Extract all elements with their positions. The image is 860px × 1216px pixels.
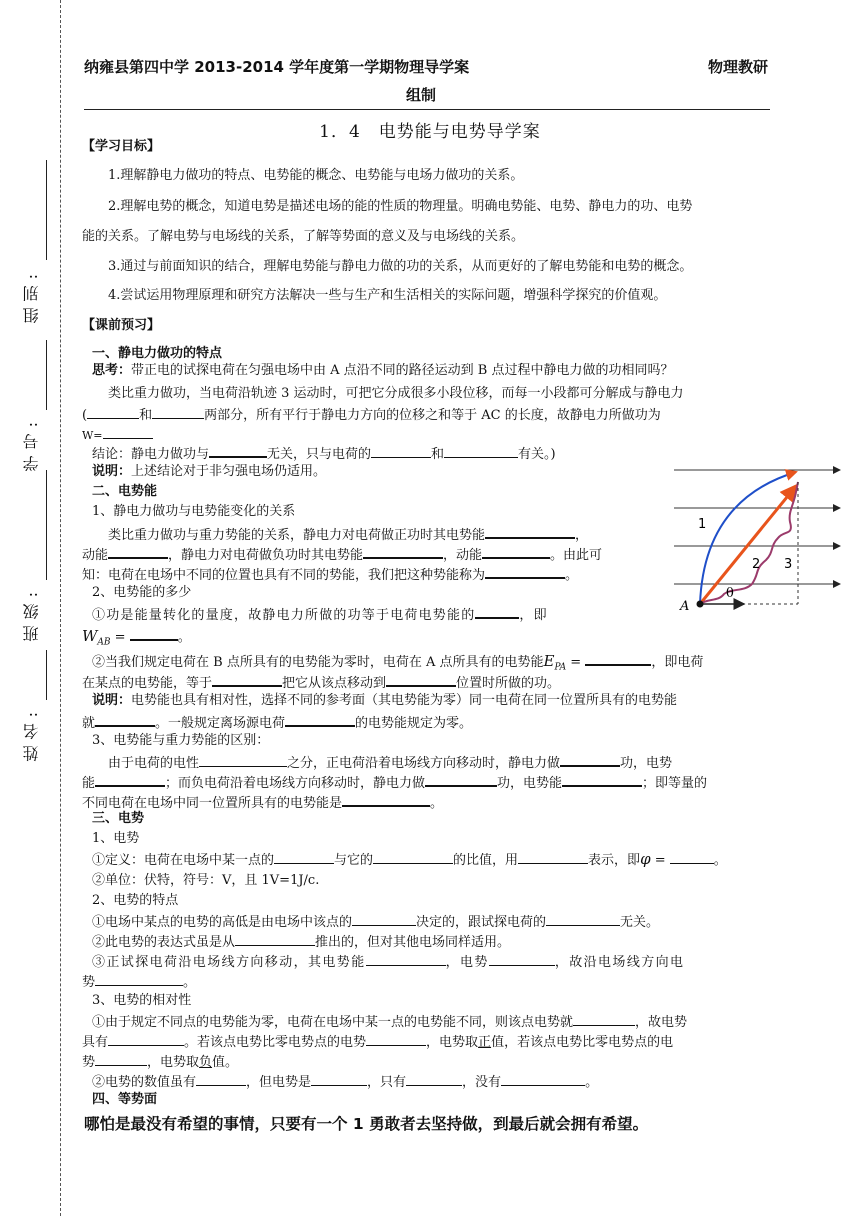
blank-line[interactable] [95,1051,147,1066]
number-blank-line [46,340,47,410]
note-line: 说明：上述结论对于非匀强电场仍适用。 [92,464,327,479]
subsection-title: 3、电势能与重力势能的区别： [92,733,270,748]
section-1-title: 一、静电力做功的特点 [92,346,223,361]
subsection-title: 1、静电力做功与电势能变化的关系 [92,504,296,519]
goal-1: 1.理解静电力做功的特点、电势能的概念、电势能与电场力做功的关系。 [108,168,524,183]
blank-line[interactable] [406,1071,462,1086]
header-rule [84,109,770,110]
blank-line[interactable] [235,931,315,946]
dept-name-cont: 组制 [406,86,437,104]
goal-3: 3.通过与前面知识的结合，理解电势能与静电力做的功的关系，从而更好的了解电势能和电势的概念。 [108,259,693,274]
text-line: 不同电荷在电场中同一位置所具有的电势能是 。 [82,791,443,814]
blank-line[interactable] [311,1071,367,1086]
blank-line[interactable] [352,911,416,926]
text-line: 动能 ，静电力对电荷做负功时其电势能 ，动能 。由此可 [82,543,602,566]
text-line: ②当我们规定电荷在 B 点所具有的电势能为零时，电荷在 A 点所具有的电势能$E_{PA}$ = ，即电荷 [92,652,704,673]
blank-line[interactable] [562,771,642,787]
point-a [697,601,704,608]
blank-line[interactable] [130,625,178,641]
text-line: 能 ；而负电荷沿着电场线方向移动时，静电力做 功，电势能 ；即等量的 [82,771,707,794]
section-2-title: 二、电势能 [92,484,158,499]
blank-line[interactable] [485,563,565,579]
blank-line[interactable] [444,443,518,458]
text-line: $W_{AB}$ = 。 [82,627,191,648]
blank-line[interactable] [670,849,714,864]
document-header [84,56,774,77]
blank-line[interactable] [366,1031,426,1046]
blank-line[interactable] [212,671,282,687]
blank-line[interactable] [546,911,620,926]
blank-line[interactable] [501,1071,585,1086]
label-2: 2 [752,557,761,572]
goal-2-cont: 能的关系。了解电势与电场线的关系，了解等势面的意义及与电场线的关系。 [82,229,525,244]
blank-line[interactable] [560,751,620,767]
blank-line[interactable] [585,650,651,666]
text-line: 势 。 [82,971,196,993]
name-label: 姓名: [22,706,41,762]
text-line: 类比重力做功与重力势能的关系，静电力对电荷做正功时其电势能 ， [108,523,588,546]
blank-line[interactable] [373,849,453,864]
text-line: 势 ，电势取负值。 [82,1051,238,1073]
blank-line[interactable] [95,711,155,727]
motto: 哪怕是最没有希望的事情，只要有一个 1 勇敢者去坚持做，到最后就会拥有希望。 [84,1115,649,1133]
blank-line[interactable] [489,951,555,966]
blank-line[interactable] [199,752,287,767]
text-line: W= [82,424,153,446]
label-a: A [680,599,690,614]
blank-line[interactable] [482,543,550,559]
text-line: ③正试探电荷沿电场线方向移动，其电势能 ，电势 ，故沿电场线方向电 [92,951,684,973]
class-label: 班级: [22,586,41,642]
blank-line[interactable] [95,771,165,787]
page-title: 1．4 电势能与电势导学案 [319,122,541,142]
text-line: 结论：静电力做功与 无关，只与电荷的 和 有关。) [92,442,556,465]
subsection-title: 2、电势能的多少 [92,585,192,600]
school-title: 纳雍县第四中学 2013-2014 学年度第一学期物理导学案 [84,58,470,76]
preview-heading: 【课前预习】 [82,318,161,333]
subsection-title: 3、电势的相对性 [92,993,192,1008]
blank-line[interactable] [518,849,588,864]
blank-line[interactable] [95,971,183,986]
binding-dashed-line [60,0,61,1216]
goal-2: 2.理解电势的概念，知道电势是描述电场的能的性质的物理量。明确电势能、电势、静电力的功、电势 [108,199,693,214]
group-blank-line [46,160,47,260]
blank-line[interactable] [108,1031,184,1046]
blank-line[interactable] [274,849,334,864]
text-line: 在某点的电势能，等于 把它从该点移动到 位置时所做的功。 [82,671,560,694]
blank-line[interactable] [209,442,267,458]
text-line: ①由于规定不同点的电势能为零，电荷在电场中某一点的电势能不同，则该点电势就 ，故电势 [92,1011,687,1033]
text-line: ①电场中某点的电势的高低是由电场中该点的 决定的，跟试探电荷的 无关。 [92,911,659,933]
blank-line[interactable] [103,424,153,439]
blank-line[interactable] [342,791,430,807]
text-line: ①功是能量转化的量度，故静电力所做的功等于电荷电势能的 ，即 [92,603,548,626]
name-blank-line [46,650,47,700]
text-line: 具有 。若该点电势比零电势点的电势 ，电势取正值，若该点电势比零电势点的电 [82,1031,673,1053]
text-line: ( 和 两部分，所有平行于静电力方向的位移之和等于 AC 的长度，故静电力所做功为 [82,404,661,426]
blank-line[interactable] [363,543,443,559]
text-line: ①定义：电荷在电场中某一点的 与它的 的比值，用 表示，即φ = 。 [92,850,727,868]
text-line: 知：电荷在电场中不同的位置也具有不同的势能，我们把这种势能称为 。 [82,563,578,586]
group-label: 组别: [22,268,41,324]
text-line: ②电势的数值虽有 ，但电势是 ，只有 ，没有 。 [92,1071,598,1093]
label-theta: θ [726,586,734,601]
goals-heading: 【学习目标】 [82,139,161,154]
blank-line[interactable] [425,771,497,787]
electric-field-diagram [674,452,854,632]
blank-line[interactable] [573,1011,635,1026]
blank-line[interactable] [87,404,139,419]
subsection-title: 1、电势 [92,831,140,846]
blank-line[interactable] [371,443,431,458]
text-line: ②此电势的表达式虽是从 推出的，但对其他电场同样适用。 [92,931,510,953]
text-line: 类比重力做功，当电荷沿轨迹 3 运动时，可把它分成很多小段位移，而每一小段都可分解成与静电力 [108,386,684,401]
class-blank-line [46,470,47,580]
blank-line[interactable] [366,951,446,966]
blank-line[interactable] [386,671,456,687]
section-4-title: 四、等势面 [92,1092,158,1107]
label-1: 1 [698,517,707,532]
note-line: 说明：电势能也具有相对性，选择不同的参考面（其电势能为零）同一电荷在同一位置所具有的电势能 [92,693,678,708]
number-label: 学号: [22,416,41,472]
blank-line[interactable] [196,1071,246,1086]
dept-name: 物理教研 [707,58,768,76]
think-question: 思考：带正电的试探电荷在匀强电场中由 A 点沿不同的路径运动到 B 点过程中静电力做的功相同吗？ [92,363,674,378]
blank-line[interactable] [152,404,204,419]
blank-line[interactable] [285,711,355,727]
blank-line[interactable] [485,523,575,539]
text-line: 由于电荷的电性 之分，正电荷沿着电场线方向移动时，静电力做 功，电势 [108,751,672,774]
text-line: ②单位：伏特，符号：V，且 1V=1J/c. [92,873,320,888]
section-3-title: 三、电势 [92,811,145,826]
goal-4: 4.尝试运用物理原理和研究方法解决一些与生产和生活相关的实际问题，增强科学探究的价值观。 [108,288,667,303]
blank-line[interactable] [108,543,168,559]
subsection-title: 2、电势的特点 [92,893,179,908]
text-line: 就 。一般规定离场源电荷 的电势能规定为零。 [82,711,472,734]
label-3: 3 [784,557,793,572]
blank-line[interactable] [475,603,519,619]
